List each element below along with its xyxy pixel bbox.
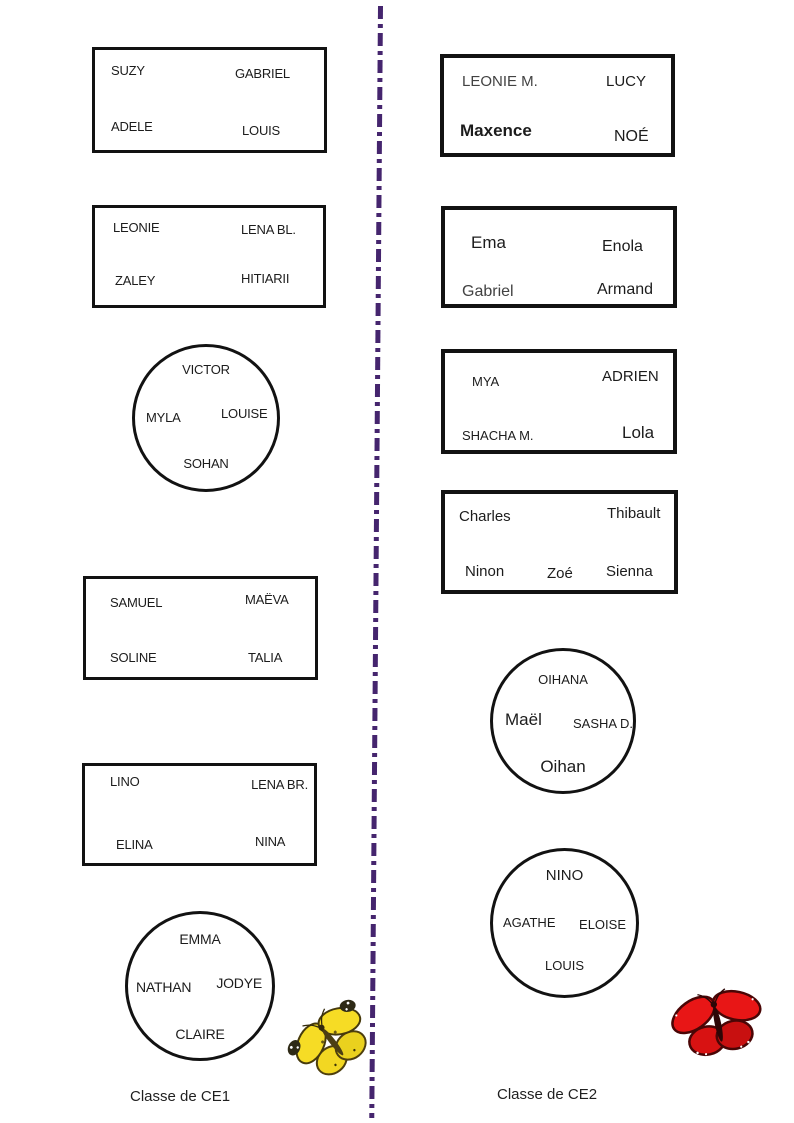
table-group-ce1-3 [132,344,280,492]
table-group-ce2-3 [441,349,677,454]
student-name: Ninon [465,563,505,580]
student-name: SASHA D. [573,716,633,731]
student-name: LEONIE [113,220,160,235]
table-group-ce2-2 [441,206,677,308]
table-group-ce1-6 [125,911,275,1061]
table-group-ce2-1 [440,54,675,157]
student-name: MAËVA [245,592,289,607]
student-name: SOHAN [183,455,229,471]
yellow-butterfly-icon [286,996,378,1086]
student-name: NATHAN [136,979,192,995]
student-name: ELINA [116,837,153,852]
student-name: CLAIRE [175,1025,225,1042]
student-name: AGATHE [503,915,556,930]
student-name: Ema [471,233,506,252]
student-name: Maxence [460,121,532,140]
table-group-ce2-4 [441,490,678,594]
table-group-ce1-4 [83,576,318,680]
student-name: Thibault [607,505,661,522]
student-name: LUCY [606,73,647,90]
student-name: LOUISE [221,406,268,421]
table-group-ce2-6 [490,848,639,998]
red-butterfly-icon [666,980,770,1068]
table-group-ce2-5 [490,648,636,794]
class-label-ce1: Classe de CE1 [130,1088,231,1105]
student-name: ADRIEN [602,368,659,385]
student-name: EMMA [179,931,221,947]
student-name: Enola [602,238,643,255]
student-name: SHACHA M. [462,428,534,443]
table-group-ce1-1 [92,47,327,153]
student-name: Armand [597,281,654,298]
student-name: LINO [110,774,140,789]
table-group-ce1-2 [92,205,326,308]
student-name: SAMUEL [110,595,163,610]
student-name: Zoé [547,565,573,582]
student-name: NINO [545,867,584,884]
student-name: Maël [505,710,542,729]
student-name: TALIA [248,650,283,665]
student-name: MYA [472,374,500,389]
student-name: ELOISE [579,917,626,932]
student-name: OIHANA [538,672,588,687]
student-name: SUZY [111,63,145,78]
student-name: LEONIE M. [462,73,538,90]
student-name: ZALEY [115,273,156,288]
student-name: Oihan [540,757,586,777]
student-name: JODYE [216,975,262,991]
dashed-divider-line [369,6,383,1118]
student-name: Sienna [606,563,653,580]
student-name: VICTOR [182,362,230,377]
student-name: SOLINE [110,650,157,665]
student-name: MYLA [146,410,181,425]
student-name: HITIARII [241,271,290,286]
student-name: LENA BL. [241,222,296,237]
student-name: ADELE [111,119,153,134]
student-name: LOUIS [544,957,584,973]
student-name: Gabriel [462,283,514,300]
table-group-ce1-5 [82,763,317,866]
class-label-ce2: Classe de CE2 [497,1086,598,1103]
student-name: Lola [622,423,655,442]
student-name: NOÉ [614,128,649,145]
student-name: LOUIS [242,123,281,138]
student-name: Charles [459,508,511,525]
student-name: NINA [255,834,286,849]
student-name: LENA BR. [251,777,308,792]
student-name: GABRIEL [235,66,290,81]
